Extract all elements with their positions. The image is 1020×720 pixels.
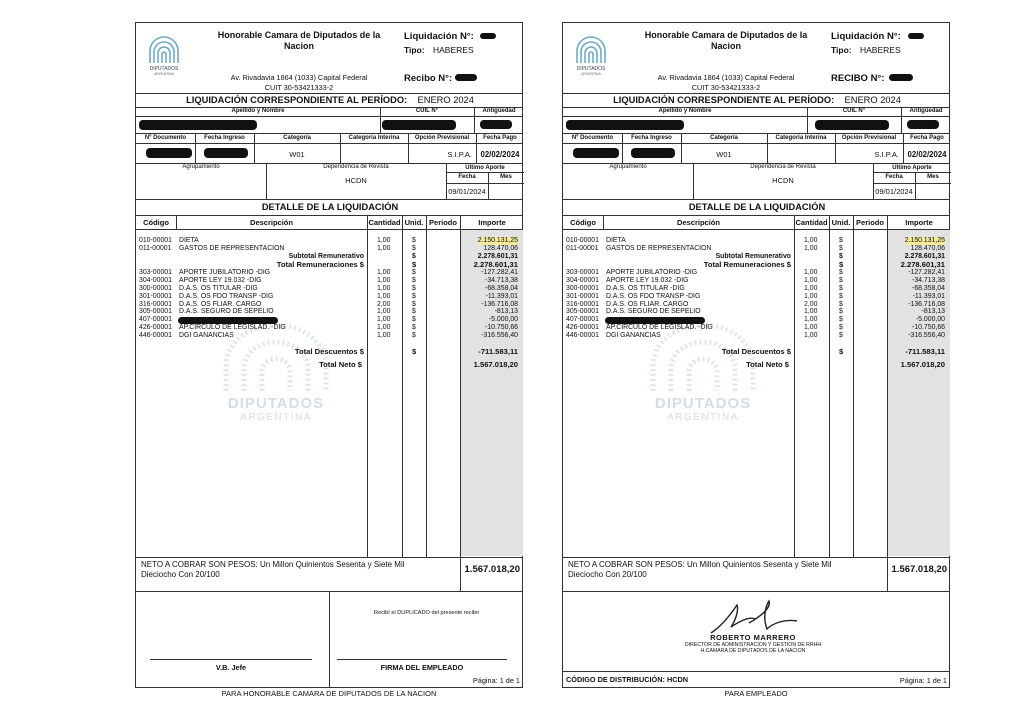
org-name: Honorable Camara de Diputados de la Nacion <box>217 30 381 51</box>
line-quantity: 1,00 <box>377 237 391 244</box>
line-amount: -10.750,66 <box>912 324 945 332</box>
svg-text:ARGENTINA: ARGENTINA <box>581 72 601 76</box>
fecha-pago-header: Fecha Pago <box>910 135 944 141</box>
line-code: 305-00001 <box>139 308 172 316</box>
line-quantity: 1,00 <box>804 237 818 244</box>
mes-header: Mes <box>927 174 939 180</box>
line-description: Total Remuneraciones $ <box>276 259 364 269</box>
line-unit: $ <box>412 308 416 316</box>
diputados-logo-icon <box>146 33 182 79</box>
line-item-row <box>563 316 949 324</box>
redacted-employee-name <box>566 120 684 130</box>
line-code: 011-00001 <box>139 244 172 252</box>
col-unid: Unid. <box>404 218 424 227</box>
line-item-row <box>136 324 522 332</box>
antiguedad-header: Antigüedad <box>909 108 943 114</box>
opcion-header: Opción Previsional <box>414 135 470 141</box>
line-amount: -136.716,08 <box>481 300 518 308</box>
line-item-row <box>563 301 949 309</box>
line-quantity: 1,00 <box>377 292 391 300</box>
dependencia-value: HCDN <box>772 176 794 185</box>
signer-title-1: DIRECTOR DE ADMINISTRACION Y GESTION DE RRHH <box>684 642 822 648</box>
line-unit: $ <box>412 292 416 300</box>
line-quantity: 1,00 <box>377 324 391 332</box>
line-description: D.A.S. OS TITULAR -DIG <box>606 284 685 292</box>
total-neto-label: Total Neto $ <box>746 360 789 370</box>
line-item-row <box>136 301 522 309</box>
col-descripcion: Descripción <box>677 218 720 227</box>
redacted-description <box>605 317 705 324</box>
line-item-row <box>136 261 522 269</box>
line-unit: $ <box>839 292 843 300</box>
line-item-row <box>136 237 522 245</box>
line-quantity: 1,00 <box>804 244 818 252</box>
line-amount: 2.150.131,25 <box>477 237 518 244</box>
line-amount: -813,13 <box>494 308 518 316</box>
line-description: DGI GANANCIAS <box>179 332 234 340</box>
line-item-row <box>136 308 522 316</box>
footer-right-caption: PARA EMPLEADO <box>724 689 788 698</box>
line-unit: $ <box>412 252 416 260</box>
line-unit: $ <box>839 268 843 276</box>
line-code: 305-00001 <box>566 308 599 316</box>
total-neto-value: 1.567.018,20 <box>900 360 945 370</box>
documento-header: Nº Documento <box>144 135 187 141</box>
line-quantity: 1,00 <box>804 268 818 276</box>
line-item-row <box>136 285 522 293</box>
line-description: AP.CIRCULO DE LEGISLAD. -DIG <box>179 324 286 332</box>
line-amount: -11.393,01 <box>912 292 945 300</box>
line-description: AP.CIRCULO DE LEGISLAD. -DIG <box>606 324 713 332</box>
line-amount: -316.556,40 <box>908 332 945 340</box>
line-code: 303-00001 <box>139 268 172 276</box>
opcion-header: Opción Previsional <box>841 135 897 141</box>
receipt-copy-empleado <box>562 22 950 688</box>
watermark-line1: DIPUTADOS <box>227 395 325 412</box>
line-code: 304-00001 <box>566 276 599 284</box>
line-code: 426-00001 <box>139 324 172 332</box>
line-amount: 2.278.601,31 <box>473 259 518 269</box>
total-neto-value: 1.567.018,20 <box>473 360 518 370</box>
col-descripcion: Descripción <box>250 218 293 227</box>
line-unit: $ <box>412 324 416 332</box>
line-unit: $ <box>839 252 843 260</box>
redacted-recibo-number <box>455 74 477 81</box>
redacted-fecha-ingreso <box>631 148 675 158</box>
line-code: 446-00001 <box>566 332 599 340</box>
line-quantity: 1,00 <box>804 284 818 292</box>
line-quantity: 2,00 <box>377 300 391 308</box>
line-description: Total Remuneraciones $ <box>703 259 791 269</box>
line-item-row <box>136 269 522 277</box>
signer-title-2: H.CAMARA DE DIPUTADOS DE LA NACION <box>700 648 806 654</box>
apellido-header: Apellido y Nombre <box>658 108 712 114</box>
tipo-value: HABERES <box>860 45 901 55</box>
line-quantity: 1,00 <box>377 308 391 316</box>
col-periodo: Periodo <box>856 218 884 227</box>
org-address: Av. Rivadavia 1864 (1033) Capital Federal <box>657 73 795 82</box>
tipo-value: HABERES <box>433 45 474 55</box>
line-amount: -68.358,04 <box>485 284 518 292</box>
line-items <box>136 237 522 369</box>
line-quantity: 1,00 <box>377 276 391 284</box>
line-unit: $ <box>412 259 417 269</box>
line-amount: 128.470,06 <box>910 244 945 252</box>
line-description: DIETA <box>606 237 626 244</box>
org-cuit: CUIT 30-53421333-2 <box>264 83 334 92</box>
total-descuentos-label: Total Descuentos $ <box>721 347 791 357</box>
line-amount: -11.393,01 <box>485 292 518 300</box>
line-amount: -813,13 <box>921 308 945 316</box>
pagina-label: Página: 1 de 1 <box>472 676 520 685</box>
line-code: 426-00001 <box>566 324 599 332</box>
total-neto-row <box>563 361 949 369</box>
line-description: D.A.S. OS TITULAR -DIG <box>179 284 258 292</box>
fecha-pago-header: Fecha Pago <box>483 135 517 141</box>
line-code: 010-00001 <box>566 237 599 244</box>
neto-amount: 1.567.018,20 <box>464 564 520 575</box>
line-unit: $ <box>839 324 843 332</box>
cat-interina-header: Categoría Interina <box>348 135 400 141</box>
line-items <box>563 237 949 369</box>
line-item-row <box>136 277 522 285</box>
line-unit: $ <box>839 237 843 244</box>
neto-text: NETO A COBRAR SON PESOS: Un Millon Quinientos Sesenta y Siete Mil Dieciocho Con 20/100 <box>141 560 405 579</box>
svg-text:DIPUTADOS: DIPUTADOS <box>149 66 179 72</box>
total-descuentos-row <box>136 348 522 356</box>
line-amount: -5.000,00 <box>915 316 945 324</box>
line-item-row <box>563 261 949 269</box>
line-quantity: 1,00 <box>377 268 391 276</box>
line-amount: -10.750,66 <box>485 324 518 332</box>
ingreso-header: Fecha Ingreso <box>204 135 245 141</box>
fecha-aporte-value: 09/01/2024 <box>448 187 486 196</box>
line-code: 011-00001 <box>566 244 599 252</box>
total-neto-row <box>136 361 522 369</box>
line-amount: 2.278.601,31 <box>904 252 945 260</box>
line-description: APORTE JUBILATORIO -DIG <box>606 268 698 276</box>
line-item-row <box>563 293 949 301</box>
line-unit: $ <box>412 300 416 308</box>
line-item-row <box>563 245 949 253</box>
line-code: 301-00001 <box>566 292 599 300</box>
line-unit: $ <box>839 332 843 340</box>
redacted-recibo-number <box>889 74 913 81</box>
footer-left-caption: PARA HONORABLE CAMARA DE DIPUTADOS DE LA NACION <box>221 689 437 698</box>
period-label: LIQUIDACIÓN CORRESPONDIENTE AL PERÍODO: ENERO 2024 <box>186 95 474 105</box>
liquidacion-label: Liquidación N°: <box>404 31 474 42</box>
line-unit: $ <box>412 244 416 252</box>
total-neto-label: Total Neto $ <box>319 360 362 370</box>
line-unit: $ <box>412 268 416 276</box>
col-cantidad: Cantidad <box>795 218 828 227</box>
redacted-documento <box>146 148 192 158</box>
recibo-label: RECIBO N°: <box>831 73 885 84</box>
line-quantity: 1,00 <box>804 332 818 340</box>
line-amount: -68.358,04 <box>912 284 945 292</box>
line-amount: -34.713,38 <box>485 276 518 284</box>
detalle-title: DETALLE DE LA LIQUIDACIÓN <box>688 202 826 212</box>
svg-text:DIPUTADOS: DIPUTADOS <box>576 66 606 72</box>
dependencia-header: Dependencia de Revista <box>750 164 816 170</box>
redacted-employee-name <box>139 120 257 130</box>
total-descuentos-value: -711.583,11 <box>478 347 518 357</box>
watermark-line2: ARGENTINA <box>667 412 739 423</box>
diputados-logo-icon <box>573 33 609 79</box>
categoria-value: W01 <box>716 150 732 159</box>
line-item-row <box>563 332 949 340</box>
codigo-distribucion: CÓDIGO DE DISTRIBUCIÓN: HCDN <box>566 675 689 684</box>
neto-text: NETO A COBRAR SON PESOS: Un Millon Quinientos Sesenta y Siete Mil Dieciocho Con 20/100 <box>568 560 832 579</box>
line-amount: 2.150.131,25 <box>904 237 945 244</box>
line-amount: -127.282,41 <box>908 268 945 276</box>
fecha-pago-value: 02/02/2024 <box>480 150 520 159</box>
line-description: D.A.S. OS FLIAR. CARGO <box>606 300 689 308</box>
line-item-row <box>563 324 949 332</box>
line-code: 407-00001 <box>139 316 172 324</box>
detalle-title: DETALLE DE LA LIQUIDACIÓN <box>261 202 399 212</box>
line-item-row <box>563 237 949 245</box>
line-quantity: 1,00 <box>377 284 391 292</box>
opcion-value: S.I.P.A. <box>874 150 899 159</box>
line-item-row <box>563 277 949 285</box>
ultimo-aporte-header: Último Aporte <box>465 165 505 171</box>
col-unid: Unid. <box>831 218 851 227</box>
line-quantity: 1,00 <box>377 316 391 324</box>
line-amount: 2.278.601,31 <box>900 259 945 269</box>
col-codigo: Código <box>143 218 169 227</box>
line-description: D.A.S. SEGURO DE SEPELIO <box>606 308 701 316</box>
line-unit: $ <box>839 308 843 316</box>
line-code: 300-00001 <box>566 284 599 292</box>
line-unit: $ <box>839 284 843 292</box>
apellido-header: Apellido y Nombre <box>231 108 285 114</box>
line-description: APORTE JUBILATORIO -DIG <box>179 268 271 276</box>
line-item-row <box>563 308 949 316</box>
tipo-label: Tipo: <box>404 45 425 55</box>
redacted-antiguedad <box>907 120 939 129</box>
line-description: GASTOS DE REPRESENTACION <box>606 244 712 252</box>
line-item-row <box>136 332 522 340</box>
line-description: APORTE LEY 19.032 -DIG <box>606 276 689 284</box>
watermark-line1: DIPUTADOS <box>654 395 752 412</box>
fecha-header: Fecha <box>458 174 476 180</box>
categoria-header: Categoría <box>283 135 311 141</box>
line-unit: $ <box>412 332 416 340</box>
categoria-header: Categoría <box>710 135 738 141</box>
line-quantity: 2,00 <box>804 300 818 308</box>
line-description: D.A.S. OS FLIAR. CARGO <box>179 300 262 308</box>
opcion-value: S.I.P.A. <box>447 150 472 159</box>
categoria-value: W01 <box>289 150 305 159</box>
line-description: D.A.S. SEGURO DE SEPELIO <box>179 308 274 316</box>
redacted-liquidacion-number <box>480 33 496 39</box>
line-quantity: 1,00 <box>377 332 391 340</box>
agrupamiento-header: Agrupamiento <box>609 164 647 170</box>
line-amount: 2.278.601,31 <box>477 252 518 260</box>
org-address: Av. Rivadavia 1864 (1033) Capital Federal <box>230 73 368 82</box>
ingreso-header: Fecha Ingreso <box>631 135 672 141</box>
recibo-label: Recibo N°: <box>404 73 453 84</box>
redacted-fecha-ingreso <box>204 148 248 158</box>
line-unit: $ <box>839 316 843 324</box>
line-item-row <box>563 285 949 293</box>
line-amount: -127.282,41 <box>481 268 518 276</box>
total-descuentos-label: Total Descuentos $ <box>294 347 364 357</box>
line-amount: -34.713,38 <box>912 276 945 284</box>
line-unit: $ <box>412 237 416 244</box>
vb-jefe: V.B. Jefe <box>215 663 247 672</box>
line-code: 304-00001 <box>139 276 172 284</box>
line-description: Subtotal Remunerativo <box>288 252 364 260</box>
firma-empleado: FIRMA DEL EMPLEADO <box>380 663 464 672</box>
line-quantity: 1,00 <box>804 324 818 332</box>
line-description: Subtotal Remunerativo <box>715 252 791 260</box>
line-code: 316-00001 <box>139 300 172 308</box>
line-description: D.A.S. OS FDO TRANSP -DIG <box>179 292 274 300</box>
line-quantity: 1,00 <box>804 308 818 316</box>
line-unit: $ <box>839 276 843 284</box>
line-item-row <box>136 316 522 324</box>
line-description: DGI GANANCIAS <box>606 332 661 340</box>
line-unit: $ <box>839 300 843 308</box>
redacted-antiguedad <box>480 120 512 129</box>
line-amount: -316.556,40 <box>481 332 518 340</box>
svg-text:ARGENTINA: ARGENTINA <box>154 72 174 76</box>
line-item-row <box>563 269 949 277</box>
line-unit: $ <box>839 244 843 252</box>
line-description: GASTOS DE REPRESENTACION <box>179 244 285 252</box>
line-unit: $ <box>412 276 416 284</box>
pagina-label: Página: 1 de 1 <box>899 676 947 685</box>
line-quantity: 1,00 <box>804 276 818 284</box>
agrupamiento-header: Agrupamiento <box>182 164 220 170</box>
line-item-row <box>136 293 522 301</box>
line-unit: $ <box>839 259 844 269</box>
line-code: 303-00001 <box>566 268 599 276</box>
documento-header: Nº Documento <box>571 135 614 141</box>
line-description: DIETA <box>179 237 199 244</box>
cat-interina-header: Categoría Interina <box>775 135 827 141</box>
cuil-header: CUIL N° <box>842 108 866 114</box>
line-code: 446-00001 <box>139 332 172 340</box>
signer-name: ROBERTO MARRERO <box>710 633 796 642</box>
line-code: 010-00001 <box>139 237 172 244</box>
neto-amount: 1.567.018,20 <box>891 564 947 575</box>
line-item-row <box>136 245 522 253</box>
cuil-header: CUIL N° <box>415 108 439 114</box>
dependencia-header: Dependencia de Revista <box>323 164 389 170</box>
tipo-label: Tipo: <box>831 45 852 55</box>
line-code: 316-00001 <box>566 300 599 308</box>
watermark-line2: ARGENTINA <box>240 412 312 423</box>
line-amount: -5.000,00 <box>488 316 518 324</box>
line-amount: -136.716,08 <box>908 300 945 308</box>
col-importe: Importe <box>905 218 933 227</box>
period-label: LIQUIDACIÓN CORRESPONDIENTE AL PERÍODO: ENERO 2024 <box>613 95 901 105</box>
fecha-pago-value: 02/02/2024 <box>907 150 947 159</box>
line-unit: $ <box>412 284 416 292</box>
redacted-cuil <box>382 120 456 130</box>
duplicado-text: Recibí el DUPLICADO del presente recibo <box>373 610 480 616</box>
org-name: Honorable Camara de Diputados de la Nacion <box>644 30 808 51</box>
liquidacion-label: Liquidación N°: <box>831 31 901 42</box>
total-descuentos-row <box>563 348 949 356</box>
line-unit: $ <box>412 316 416 324</box>
line-description: APORTE LEY 19.032 -DIG <box>179 276 262 284</box>
total-descuentos-unit: $ <box>412 347 417 357</box>
dependencia-value: HCDN <box>345 176 367 185</box>
col-importe: Importe <box>478 218 506 227</box>
col-codigo: Código <box>570 218 596 227</box>
fecha-header: Fecha <box>885 174 903 180</box>
ultimo-aporte-header: Último Aporte <box>892 165 932 171</box>
total-descuentos-unit: $ <box>839 347 844 357</box>
redacted-liquidacion-number <box>908 33 924 39</box>
line-quantity: 1,00 <box>377 244 391 252</box>
line-quantity: 1,00 <box>804 316 818 324</box>
redacted-cuil <box>815 120 889 130</box>
receipt-copy-honorable-camara <box>135 22 523 688</box>
redacted-documento <box>573 148 619 158</box>
line-code: 300-00001 <box>139 284 172 292</box>
line-quantity: 1,00 <box>804 292 818 300</box>
line-description: D.A.S. OS FDO TRANSP -DIG <box>606 292 701 300</box>
col-cantidad: Cantidad <box>368 218 401 227</box>
redacted-description <box>178 317 278 324</box>
fecha-aporte-value: 09/01/2024 <box>875 187 913 196</box>
line-amount: 128.470,06 <box>483 244 518 252</box>
line-code: 301-00001 <box>139 292 172 300</box>
org-cuit: CUIT 30-53421333-2 <box>691 83 761 92</box>
mes-header: Mes <box>500 174 512 180</box>
antiguedad-header: Antigüedad <box>482 108 516 114</box>
line-code: 407-00001 <box>566 316 599 324</box>
col-periodo: Periodo <box>429 218 457 227</box>
total-descuentos-value: -711.583,11 <box>905 347 945 357</box>
